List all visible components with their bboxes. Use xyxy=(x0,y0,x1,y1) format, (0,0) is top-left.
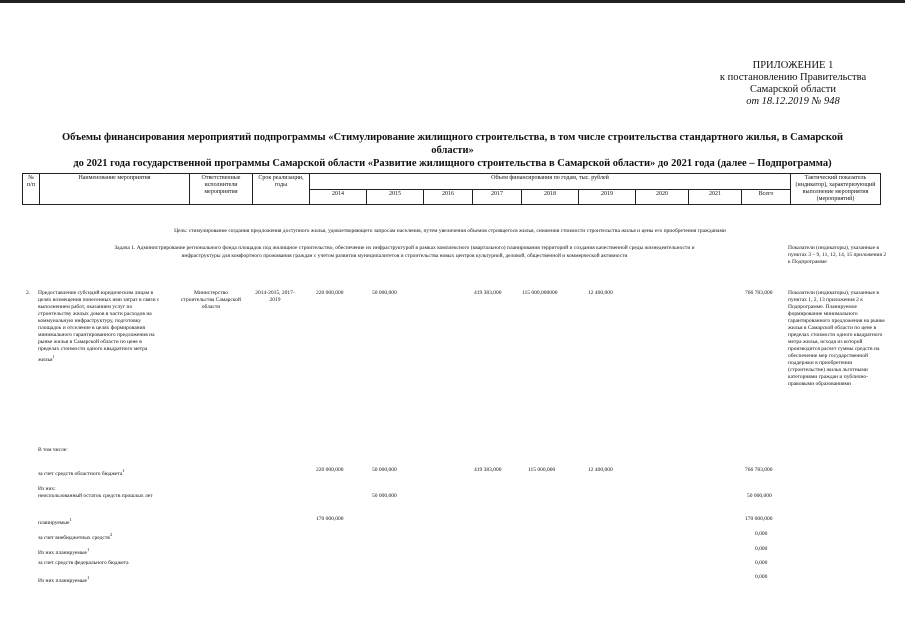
unused-2015: 50 000,000 xyxy=(372,493,397,499)
fed-planned-footnote: 1 xyxy=(86,575,90,580)
row-measure-footnote: 1 xyxy=(52,354,55,359)
col-period: Срок реализации, годы xyxy=(253,174,310,205)
task-line-1: Задача 1. Администрирование регионального фонда площадок под жилищное строительство, обеспечение их инфраструктурой в рамках комплексного (квартального) планирования территорий и создания качественной среды жизнедеятельности и xyxy=(114,245,695,251)
row-value-2019: 12 400,000 xyxy=(588,290,613,296)
col-year-2015: 2015 xyxy=(367,189,424,205)
appendix-decree: к постановлению Правительства xyxy=(719,72,867,83)
financing-table-header xyxy=(22,173,881,205)
federal-budget-label: за счет средств федерального бюджета xyxy=(38,560,129,566)
extra-planned-total: 0,000 xyxy=(755,546,768,552)
fed-planned-total: 0,000 xyxy=(755,574,768,580)
col-year-2017: 2017 xyxy=(473,189,522,205)
col-indicator: Тактический показатель (индикатор), характеризующий выполнение мероприятия (мероприятий) xyxy=(791,174,881,205)
regional-2015: 50 000,000 xyxy=(372,467,397,473)
row-value-2017: 419 383,000 xyxy=(474,290,502,296)
appendix-region: Самарской области xyxy=(750,84,836,95)
regional-footnote: 1 xyxy=(122,468,125,473)
row-value-2018: 115 000,000000 xyxy=(522,290,558,296)
unused-total: 50 000,000 xyxy=(747,493,772,499)
planned-2014: 170 000,000 xyxy=(316,516,344,522)
row-number: 2. xyxy=(26,290,31,296)
including-label: В том числе: xyxy=(38,447,68,453)
col-year-2021: 2021 xyxy=(689,189,742,205)
of-which-label: Из них: xyxy=(38,486,56,492)
planned-text: планируемые xyxy=(38,519,70,526)
extra-planned-text: Из них планируемые xyxy=(38,549,87,556)
row-value-2015: 50 000,000 xyxy=(372,290,397,296)
col-year-2020: 2020 xyxy=(636,189,689,205)
appendix-title: ПРИЛОЖЕНИЕ 1 xyxy=(752,60,834,71)
extrabudget-total: 0,000 xyxy=(755,531,768,537)
title-line-1: Объемы финансирования мероприятий подпрограммы «Стимулирование жилищного строительства, в том числе строительства стандартного жилья, в Самарской области» xyxy=(61,132,844,156)
task-indicator: Показатели (индикаторы), указанные в пунктах 3 – 9, 11, 12, 14, 15 приложения 2 к Подпрограмме xyxy=(788,245,887,265)
regional-2019: 12 400,000 xyxy=(588,467,613,473)
unused-balance-label: неиспользованный остаток средств прошлых лет xyxy=(38,493,153,499)
row-value-2014: 220 000,000 xyxy=(316,290,344,296)
row-measure-text: Предоставление субсидий юридическим лицам в целях возмещения понесенных ими затрат в связи с выполнением работ, оказанием услуг по строительству жилых домов в части расходов на коммунальную инфраструктуру, подготовку площадок и отселение в целях формирования минимального гарантированного предложения на рынке жилья в Самарской области по цене в пределах стоимости одного квадратного метра жилья xyxy=(38,290,160,363)
col-volume: Объем финансирования по годам, тыс. рублей xyxy=(310,174,791,190)
title-line-2: до 2021 года государственной программы Самарской области «Развитие жилищного строительства в Самарской области» до 2021 года (далее – Подпрограмма) xyxy=(73,158,832,169)
fed-planned-label xyxy=(38,574,89,585)
appendix-block xyxy=(693,60,893,108)
federal-total: 0,000 xyxy=(755,560,768,566)
col-total: Всего xyxy=(742,189,791,205)
goal-text: Цель: стимулирование создания предложения доступного жилья, удовлетворяющего запросам населения, путем увеличения объемов строящегося жилья, снижения стоимости строительства жилья и цены его приобретения гражданами xyxy=(174,228,726,234)
regional-total: 766 783,000 xyxy=(745,467,773,473)
col-year-2014: 2014 xyxy=(310,189,367,205)
regional-2017: 419 383,000 xyxy=(474,467,502,473)
col-num: № п/п xyxy=(23,174,40,205)
row-indicator: Показатели (индикаторы), указанные в пунктах 1, 2, 13 приложения 2 к Подпрограмме. Планируемое формирование минимального гарантированного предложения на рынке жилья в Самарской области по цене в пределах стоимости одного квадратного метра жилья, исходя из которой производится расчет суммы средств на обеспечение мер государственной поддержки в приобретении (строительстве) жилья льготными категориями граждан и публично-правовыми образованиями xyxy=(788,290,885,387)
col-name: Наименование мероприятия xyxy=(40,174,190,205)
planned-footnote: 1 xyxy=(69,517,72,522)
regional-budget-label xyxy=(38,467,125,478)
row-value-total: 766 783,000 xyxy=(745,290,773,296)
row-responsible: Министерство строительства Самарской области xyxy=(181,290,241,310)
regional-2014: 220 000,000 xyxy=(316,467,344,473)
extrabudget-footnote: 2 xyxy=(109,532,113,537)
regional-2018: 115 000,000 xyxy=(528,467,556,473)
row-measure-name xyxy=(38,290,163,364)
extra-planned-footnote: 1 xyxy=(86,547,90,552)
extrabudget-label xyxy=(38,531,112,542)
appendix-date: от 18.12.2019 № 948 xyxy=(746,96,840,107)
col-year-2019: 2019 xyxy=(579,189,636,205)
row-period: 2014-2015, 2017-2019 xyxy=(255,290,295,303)
scan-top-border xyxy=(0,0,905,3)
document-title xyxy=(40,131,865,170)
fed-planned-text: Из них планируемые xyxy=(38,577,87,584)
col-resp: Ответственные исполнители мероприятия xyxy=(190,174,253,205)
extrabudget-text: за счет внебюджетных средств xyxy=(38,534,110,541)
extra-planned-label xyxy=(38,546,89,557)
regional-budget-text: за счет средств областного бюджета xyxy=(38,470,123,477)
col-year-2018: 2018 xyxy=(522,189,579,205)
planned-label xyxy=(38,516,72,527)
col-year-2016: 2016 xyxy=(424,189,473,205)
task-line-2: инфраструктуры для комфортного проживания граждан с учетом развития муниципалитетов и строительства новых центров культурной, деловой, общественной и коммерческой активности xyxy=(181,253,628,259)
planned-total: 170 000,000 xyxy=(745,516,773,522)
